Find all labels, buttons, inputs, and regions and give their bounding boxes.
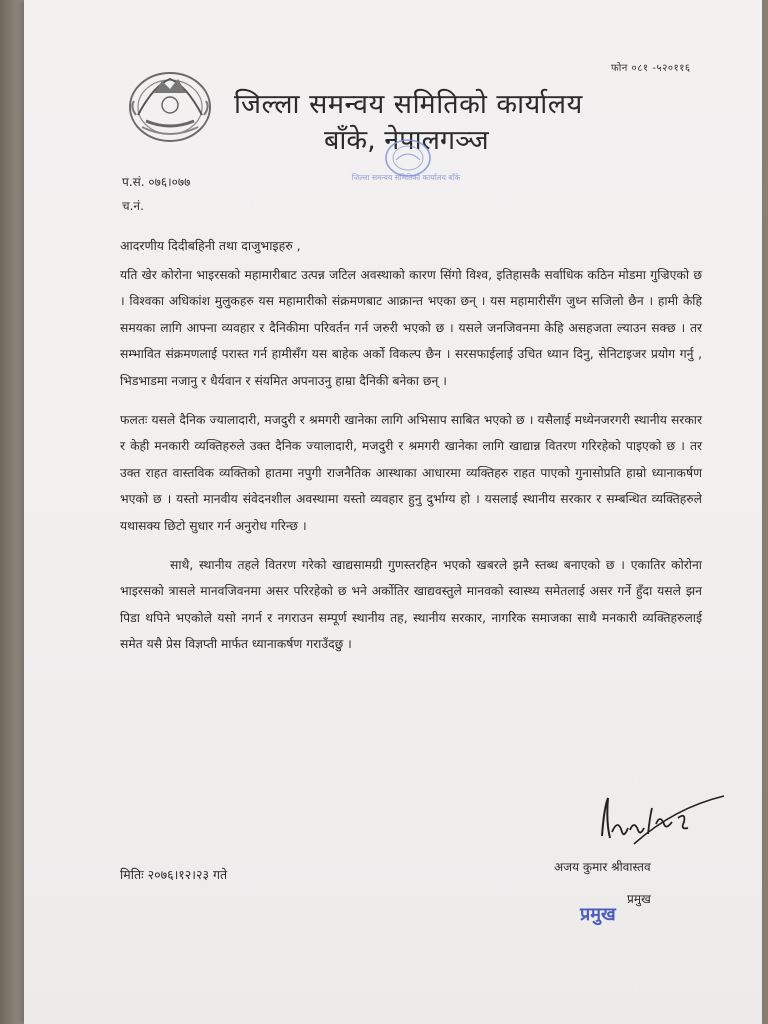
desk-edge (0, 0, 24, 1024)
nepal-emblem-icon (124, 65, 216, 145)
reference-block (122, 170, 190, 218)
office-location: बाँके, नेपालगञ्ज (324, 125, 489, 156)
dispatch-number: च.नं. (122, 199, 144, 213)
paragraph-1: यति खेर कोरोना भाइरसको महामारीबाट उत्पन्न जटिल अवस्थाको कारण सिंगो विश्व, इतिहासकै सर्वाधिक कठिन मोडमा गुज्रिएको छ । विश्वका अधिकांश मुलुकहरु यस महामारीको संक्रमणबाट आक्रान्त भएका छन् । यस महामारीसँग जुध्न सजिलो छैन । हामी केहि समयका लागि आफ्ना व्यवहार र दैनिकीमा परिवर्तन गर्न जरुरी भएको छ । यसले जनजिवनमा केहि असहजता ल्याउन सक्छ । तर सम्भावित संक्रमणलाई परास्त गर्न हामीसँग यस बाहेक अर्को विकल्प छैन । सरसफाईलाई उचित ध्यान दिनु, सेनिटाइजर प्रयोग गर्नु , भिडभाडमा नजानु र धैर्यवान र संयमित अपनाउनु हाम्रा दैनिकी बनेका छन् । (120, 268, 702, 388)
signer-role: प्रमुख (627, 892, 651, 906)
signer-name: अजय कुमार श्रीवास्तव (554, 860, 651, 874)
letter-page (24, 0, 762, 1024)
letter-body (120, 262, 702, 671)
handwritten-signature (594, 788, 734, 850)
salutation: आदरणीय दिदीबहिनी तथा दाजुभाइहरु , (120, 238, 301, 253)
stamp-text: जिल्ला समन्वय समितिको कार्यालय बाँके (351, 173, 461, 182)
paragraph-3: साथै, स्थानीय तहले वितरण गरेको खाद्यसामग्री गुणस्तरहिन भएको खबरले झनै स्तब्ध बनाएको छ । एकातिर कोरोना भाइरसको त्रासले मानवजिवनमा असर परिरहेको छ भने अर्कोतिर खाद्यवस्तुले मानवको स्वास्थ्य समेतलाई असर गर्ने हुँदा यसले झन पिडा थपिने भएकोले यसो नगर्न र नगराउन सम्पूर्ण स्थानीय तह, स्थानीय सरकार, नागरिक समाजका साथै मनकारी व्यक्तिहरुलाई समेत यसै प्रेस विज्ञप्ती मार्फत ध्यानाकर्षण गराउँदछु । (120, 558, 702, 652)
phone-number: फोन ०८१ -५२०११६ (611, 63, 691, 74)
office-stamp (350, 136, 462, 192)
role-stamp: प्रमुख (580, 904, 616, 925)
letter-date: मितिः २०७६।१२।२३ गते (120, 867, 228, 882)
reference-number: प.सं. ०७६।०७७ (122, 175, 191, 189)
paragraph-2: फलतः यसले दैनिक ज्यालादारी, मजदुरी र श्रमगरी खानेका लागि अभिसाप साबित भएको छ । यसैलाई मध्येनजरगरी स्थानीय सरकार र केही मनकारी व्यक्तिहरुले उक्त दैनिक ज्यालादारी, मजदुरी र श्रमगरी खानेका लागि खाद्यान्न वितरण गरिरहेको पाइएको छ । तर उक्त राहत वास्तविक व्यक्तिको हातमा नपुगी राजनैतिक आस्थाका आधारमा व्यक्तिहरु राहत पाएको गुनासोप्रति हाम्रो ध्यानाकर्षण भएको छ । यस्तो मानवीय संवेदनशील अवस्थामा यस्तो व्यवहार हुनु दुर्भाग्य हो । यसलाई स्थानीय सरकार र सम्बन्धित व्यक्तिहरुले यथासक्य छिटो सुधार गर्न अनुरोध गरिन्छ । (120, 413, 702, 533)
office-name: जिल्ला समन्वय समितिको कार्यालय (234, 89, 583, 120)
